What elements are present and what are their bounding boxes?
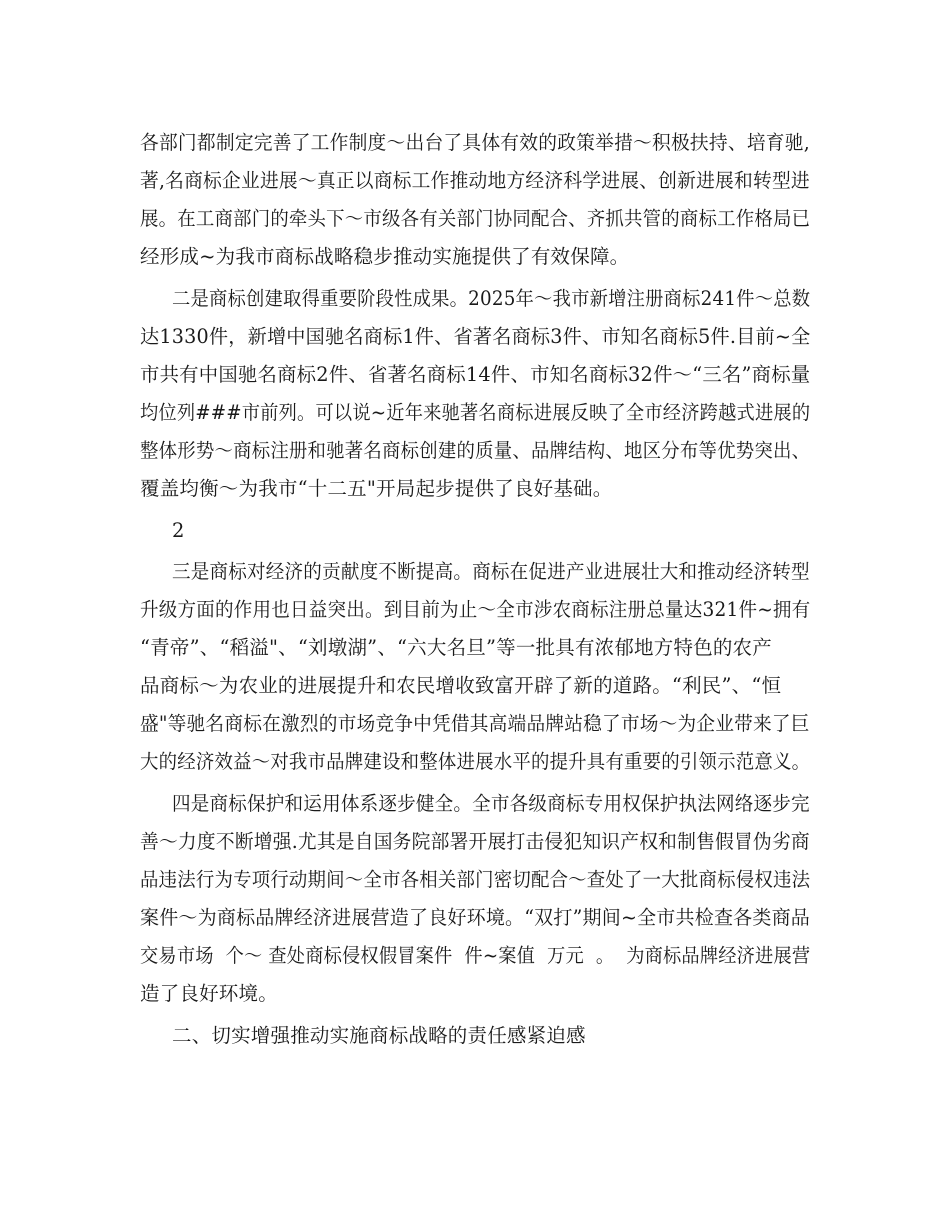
p1-line-1: 各部门都制定完善了工作制度～出台了具体有效的政策举措～积极扶持、培育驰,: [140, 131, 810, 154]
p4-line-2: 善～力度不断增强.尤其是自国务院部署开展打击侵犯知识产权和制售假冒伪劣商: [140, 830, 810, 853]
p2-line-2: 达1330件，新增中国驰名商标1件、省著名商标3件、市知名商标5件.目前~全: [140, 325, 811, 348]
p4-line-6: 造了良好环境。: [140, 982, 278, 1005]
section-heading: 二、切实增强推动实施商标战略的责任感紧迫感: [172, 1024, 586, 1047]
page-number: 2: [172, 519, 185, 542]
p3-line-1: 三是商标对经济的贡献度不断提高。商标在促进产业进展壮大和推动经济转型: [172, 560, 810, 583]
p2-line-1: 二是商标创建取得重要阶段性成果。2025年～我市新增注册商标241件～总数: [172, 287, 811, 310]
p4-line-3: 品违法行为专项行动期间～全市各相关部门密切配合～查处了一大批商标侵权违法: [140, 868, 811, 891]
p4-line-4: 案件～为商标品牌经济进展营造了良好环境。“双打”期间~全市共检查各类商品: [140, 906, 811, 929]
p4-line-5: 交易市场 个～ 查处商标侵权假冒案件 件~案值 万元 。 为商标品牌经济进展营: [140, 944, 811, 967]
p3-line-6: 大的经济效益～对我市品牌建设和整体进展水平的提升具有重要的引领示范意义。: [140, 750, 811, 773]
p3-line-2: 升级方面的作用也日益突出。到目前为止～全市涉农商标注册总量达321件~拥有: [140, 598, 811, 621]
p1-line-2: 著,名商标企业进展～真正以商标工作推动地方经济科学进展、创新进展和转型进: [140, 169, 810, 192]
p4-line-1: 四是商标保护和运用体系逐步健全。全市各级商标专用权保护执法网络逐步完: [172, 792, 810, 815]
p2-line-5: 整体形势～商标注册和驰著名商标创建的质量、品牌结构、地区分布等优势突出、: [140, 439, 811, 462]
p3-line-4: 品商标～为农业的进展提升和农民增收致富开辟了新的道路。“利民”、“恒: [140, 674, 782, 697]
p1-line-4: 经形成~为我市商标战略稳步推动实施提供了有效保障。: [140, 245, 630, 268]
p2-line-4: 均位列###市前列。可以说~近年来驰著名商标进展反映了全市经济跨越式进展的: [140, 401, 811, 424]
p3-line-5: 盛"等驰名商标在激烈的市场竞争中凭借其高端品牌站稳了市场～为企业带来了巨: [140, 712, 810, 735]
p3-line-3: “青帝”、“稻溢"、“刘墩湖”、“六大名旦”等一批具有浓郁地方特色的农产: [140, 636, 772, 659]
p2-line-3: 市共有中国驰名商标2件、省著名商标14件、市知名商标32件～“三名”商标量: [140, 363, 811, 386]
p1-line-3: 展。在工商部门的牵头下～市级各有关部门协同配合、齐抓共管的商标工作格局已: [140, 207, 811, 230]
p2-line-6: 覆盖均衡～为我市“十二五"开局起步提供了良好基础。: [140, 477, 613, 500]
